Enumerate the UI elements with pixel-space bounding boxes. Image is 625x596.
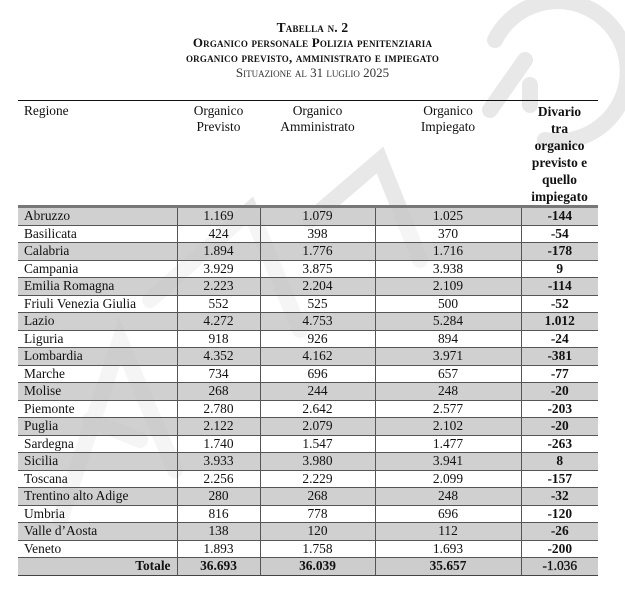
cell-amministrato: 696 [260,365,375,383]
table-row [18,523,598,541]
header-label: Organico [292,103,343,118]
cell-previsto: 1.169 [177,207,260,226]
table-row [18,260,598,278]
cell-previsto: 268 [177,383,260,401]
header-label: organico [534,138,585,153]
cell-amministrato: 3.875 [260,260,375,278]
cell-impiegato: 2.577 [375,400,521,418]
cell-previsto: 3.933 [177,453,260,471]
cell-regione: Toscana [18,470,177,488]
table-row [18,313,598,331]
cell-amministrato: 2.079 [260,418,375,436]
cell-impiegato: 1.693 [375,540,521,558]
cell-previsto: 2.223 [177,278,260,296]
table-row [18,295,598,313]
cell-regione: Piemonte [18,400,177,418]
table-row [18,365,598,383]
cell-impiegato: 2.109 [375,278,521,296]
cell-amministrato: 1.776 [260,243,375,261]
cell-impiegato: 3.941 [375,453,521,471]
cell-amministrato: 525 [260,295,375,313]
header-label: Organico [423,103,473,118]
cell-divario: -114 [521,278,598,296]
cell-previsto: 424 [177,225,260,243]
staff-table [18,100,598,576]
cell-amministrato: 120 [260,523,375,541]
cell-divario: -120 [521,505,598,523]
table-row [18,348,598,366]
total-previsto: 36.693 [177,558,260,576]
cell-amministrato: 1.758 [260,540,375,558]
cell-impiegato: 3.971 [375,348,521,366]
total-impiegato: 35.657 [375,558,521,576]
cell-regione: Campania [18,260,177,278]
column-header-impiegato [375,101,521,207]
cell-regione: Sicilia [18,453,177,471]
cell-impiegato: 894 [375,330,521,348]
cell-impiegato: 3.938 [375,260,521,278]
cell-amministrato: 1.547 [260,435,375,453]
cell-amministrato: 778 [260,505,375,523]
cell-regione: Trentino alto Adige [18,488,177,506]
cell-divario: 8 [521,453,598,471]
cell-impiegato: 657 [375,365,521,383]
cell-regione: Calabria [18,243,177,261]
table-row [18,505,598,523]
table-row [18,400,598,418]
header-label: Organico [193,103,244,118]
cell-amministrato: 244 [260,383,375,401]
cell-impiegato: 696 [375,505,521,523]
cell-regione: Valle d’Aosta [18,523,177,541]
cell-regione: Molise [18,383,177,401]
table-row [18,207,598,226]
cell-regione: Basilicata [18,225,177,243]
table-date: Situazione al 31 luglio 2025 [235,65,390,80]
cell-impiegato: 1.477 [375,435,521,453]
cell-previsto: 1.740 [177,435,260,453]
cell-previsto: 3.929 [177,260,260,278]
header-label: tra [550,121,569,136]
table-row [18,488,598,506]
table-row [18,278,598,296]
cell-previsto: 734 [177,365,260,383]
cell-divario: -26 [521,523,598,541]
cell-previsto: 280 [177,488,260,506]
cell-regione: Liguria [18,330,177,348]
total-row [18,558,598,576]
cell-impiegato: 112 [375,523,521,541]
cell-divario: -144 [521,207,598,226]
cell-regione: Lombardia [18,348,177,366]
cell-regione: Emilia Romagna [18,278,177,296]
cell-divario: -20 [521,418,598,436]
cell-divario: 9 [521,260,598,278]
header-label: Previsto [196,119,241,134]
cell-regione: Abruzzo [18,207,177,226]
cell-previsto: 816 [177,505,260,523]
cell-amministrato: 2.204 [260,278,375,296]
document-header [0,20,625,81]
cell-divario: -54 [521,225,598,243]
cell-previsto: 2.122 [177,418,260,436]
cell-previsto: 1.893 [177,540,260,558]
cell-previsto: 138 [177,523,260,541]
total-divario: -1.036 [521,558,598,576]
cell-impiegato: 2.099 [375,470,521,488]
cell-previsto: 4.272 [177,313,260,331]
cell-impiegato: 5.284 [375,313,521,331]
cell-amministrato: 3.980 [260,453,375,471]
cell-previsto: 1.894 [177,243,260,261]
table-number: Tabella n. 2 [276,20,349,35]
column-header-previsto [177,101,260,207]
table-row [18,243,598,261]
cell-previsto: 2.780 [177,400,260,418]
table-row [18,435,598,453]
header-label: impiegato [531,189,588,204]
table-row [18,453,598,471]
cell-previsto: 918 [177,330,260,348]
cell-divario: -203 [521,400,598,418]
table-row [18,418,598,436]
cell-divario: -32 [521,488,598,506]
cell-regione: Marche [18,365,177,383]
table-row [18,330,598,348]
cell-impiegato: 248 [375,383,521,401]
header-label: Regione [24,103,69,118]
cell-impiegato: 1.025 [375,207,521,226]
staff-table-container [18,100,598,576]
cell-divario: -263 [521,435,598,453]
cell-regione: Umbria [18,505,177,523]
table-row [18,540,598,558]
table-row [18,225,598,243]
cell-regione: Puglia [18,418,177,436]
cell-amministrato: 268 [260,488,375,506]
cell-amministrato: 2.229 [260,470,375,488]
table-subtitle-bold: organico previsto, amministrato e impiegato [185,50,440,65]
header-label: previsto e [531,155,588,170]
table-header-row [18,101,598,207]
cell-amministrato: 2.642 [260,400,375,418]
header-label: Impiegato [420,119,476,134]
cell-divario: -24 [521,330,598,348]
cell-regione: Friuli Venezia Giulia [18,295,177,313]
cell-regione: Lazio [18,313,177,331]
cell-divario: -381 [521,348,598,366]
cell-previsto: 2.256 [177,470,260,488]
cell-amministrato: 4.162 [260,348,375,366]
cell-amministrato: 4.753 [260,313,375,331]
cell-divario: -52 [521,295,598,313]
table-title: Organico personale Polizia penitenziaria [192,35,433,50]
cell-divario: -20 [521,383,598,401]
cell-impiegato: 370 [375,225,521,243]
cell-previsto: 552 [177,295,260,313]
cell-divario: 1.012 [521,313,598,331]
header-label: Divario [537,104,582,119]
column-header-regione [18,101,177,207]
table-row [18,383,598,401]
total-amministrato: 36.039 [260,558,375,576]
cell-amministrato: 398 [260,225,375,243]
cell-divario: -200 [521,540,598,558]
cell-regione: Sardegna [18,435,177,453]
cell-amministrato: 1.079 [260,207,375,226]
cell-divario: -77 [521,365,598,383]
column-header-amministrato [260,101,375,207]
table-row [18,470,598,488]
cell-impiegato: 500 [375,295,521,313]
cell-amministrato: 926 [260,330,375,348]
cell-regione: Veneto [18,540,177,558]
cell-impiegato: 2.102 [375,418,521,436]
total-label: Totale [18,558,177,576]
cell-impiegato: 1.716 [375,243,521,261]
cell-divario: -178 [521,243,598,261]
cell-previsto: 4.352 [177,348,260,366]
header-label: quello [542,172,577,187]
column-header-divario [521,101,598,207]
cell-impiegato: 248 [375,488,521,506]
header-label: Amministrato [280,119,355,134]
cell-divario: -157 [521,470,598,488]
table-body [18,207,598,576]
